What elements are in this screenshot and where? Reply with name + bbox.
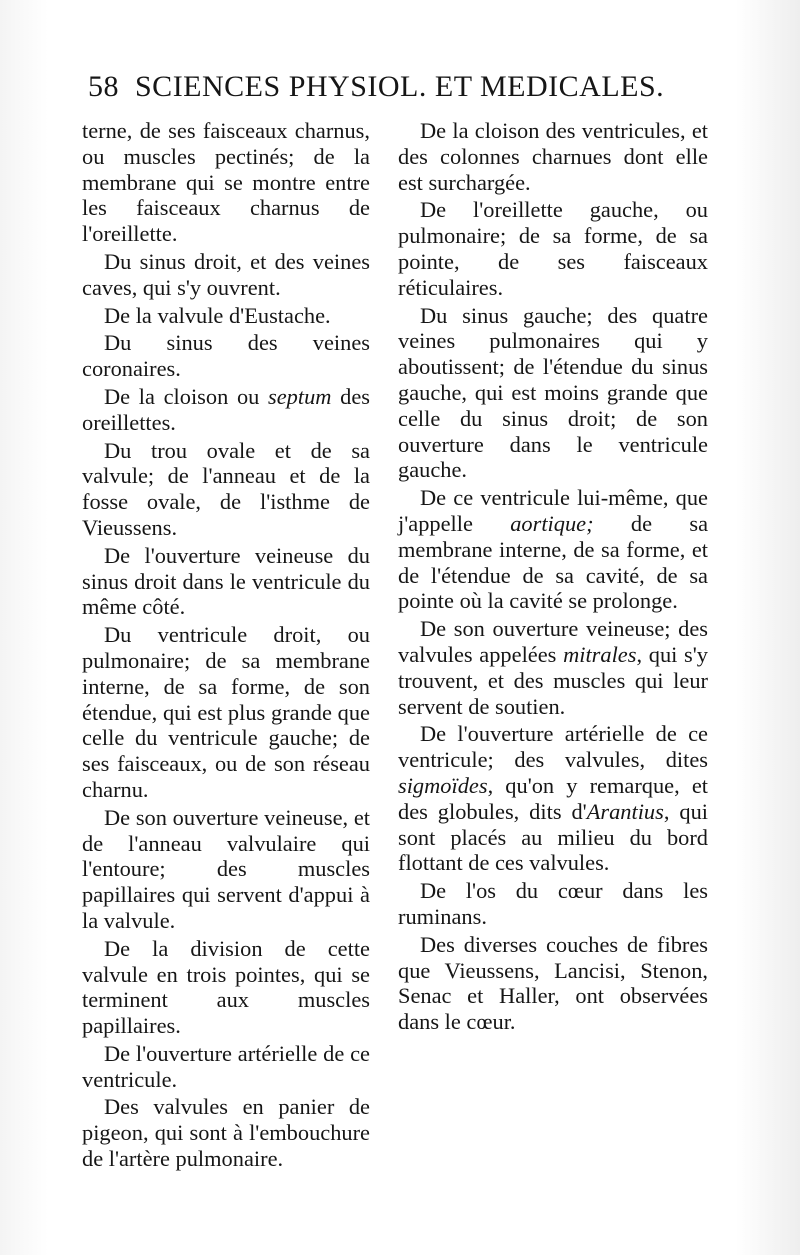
paragraph (398, 485, 708, 614)
paragraph: De la division de cette valvule en trois pointes, qui se terminent aux muscles papillaires. (82, 935, 370, 1039)
paragraph: De la cloison des ventricules, et des colonnes charnues dont elle est surchargée. (398, 118, 708, 195)
paragraph (398, 616, 708, 719)
paragraph-text: De la cloison ou (104, 383, 269, 409)
page-number: 58 (88, 70, 119, 103)
paragraph (398, 721, 708, 876)
paragraph: De son ouverture veineuse, et de l'anneau valvulaire qui l'entoure; des muscles papillaires qui servent d'appui à la valvule. (82, 804, 370, 933)
italic-term: aortique; (510, 510, 594, 536)
paragraph-text: De l'ouverture artérielle de ce ventricule; des valvules, dites (398, 721, 708, 773)
paragraph: De l'os du cœur dans les ruminans. (398, 878, 708, 929)
paragraph-text: , qui sont placés au milieu du bord flottant de ces valvules. (398, 798, 708, 876)
italic-term: Arantius (586, 798, 664, 824)
italic-term: mitrales (563, 641, 637, 667)
paragraph: De la valvule d'Eustache. (104, 302, 331, 328)
paragraph-text: , qui s'y trouvent, et des muscles qui leur servent de soutien. (398, 641, 708, 719)
paragraph: Du ventricule droit, ou pulmonaire; de sa membrane interne, de sa forme, de son étendue, qui est plus grande que celle du ventricule gauche; de ses faisceaux, ou de son réseau charnu. (82, 622, 370, 802)
paragraph: Du sinus des veines coronaires. (82, 330, 370, 382)
running-header (88, 70, 688, 120)
paragraph: De l'oreillette gauche, ou pulmonaire; de sa forme, de sa pointe, de ses faisceaux réticulaires. (398, 197, 708, 300)
paragraph: terne, de ses faisceaux charnus, ou muscles pectinés; de la membrane qui se montre entre les faisceaux charnus de l'oreillette. (82, 118, 370, 247)
paragraph-text: , qu'on y remarque, et des globules, dits d' (398, 772, 708, 824)
italic-term: sigmoïdes (398, 772, 488, 798)
running-title: SCIENCES PHYSIOL. ET MEDICALES. (135, 70, 665, 103)
paragraph-text: de sa membrane interne, de sa forme, et de l'étendue de sa cavité, de sa pointe où la cavité se prolonge. (398, 510, 709, 614)
paragraph-text: De ce ventricule lui-même, que j'appelle (398, 485, 708, 536)
paragraph (82, 384, 370, 436)
paragraph: Des valvules en panier de pigeon, qui sont à l'embouchure de l'artère pulmonaire. (82, 1094, 370, 1172)
right-column (398, 118, 708, 1035)
paragraph-text: De son ouverture veineuse; des valvules appelées (398, 616, 708, 667)
paragraph: De l'ouverture veineuse du sinus droit dans le ventricule du même côté. (82, 542, 370, 620)
paragraph: De l'ouverture artérielle de ce ventricule. (82, 1040, 370, 1092)
italic-term: septum (268, 383, 332, 409)
left-column (82, 118, 370, 1172)
paragraph-text: des oreillettes. (82, 383, 370, 435)
paragraph: Du trou ovale et de sa valvule; de l'anneau et de la fosse ovale, de l'isthme de Vieussens. (82, 437, 370, 540)
paragraph: Des diverses couches de fibres que Vieussens, Lancisi, Stenon, Senac et Haller, ont observées dans le cœur. (398, 931, 708, 1035)
paragraph: Du sinus droit, et des veines caves, qui s'y ouvrent. (82, 248, 370, 300)
paragraph: Du sinus gauche; des quatre veines pulmonaires qui y aboutissent; de l'étendue du sinus gauche, qui est moins grande que celle du sinus droit; de son ouverture dans le ventricule gauche. (398, 302, 708, 483)
